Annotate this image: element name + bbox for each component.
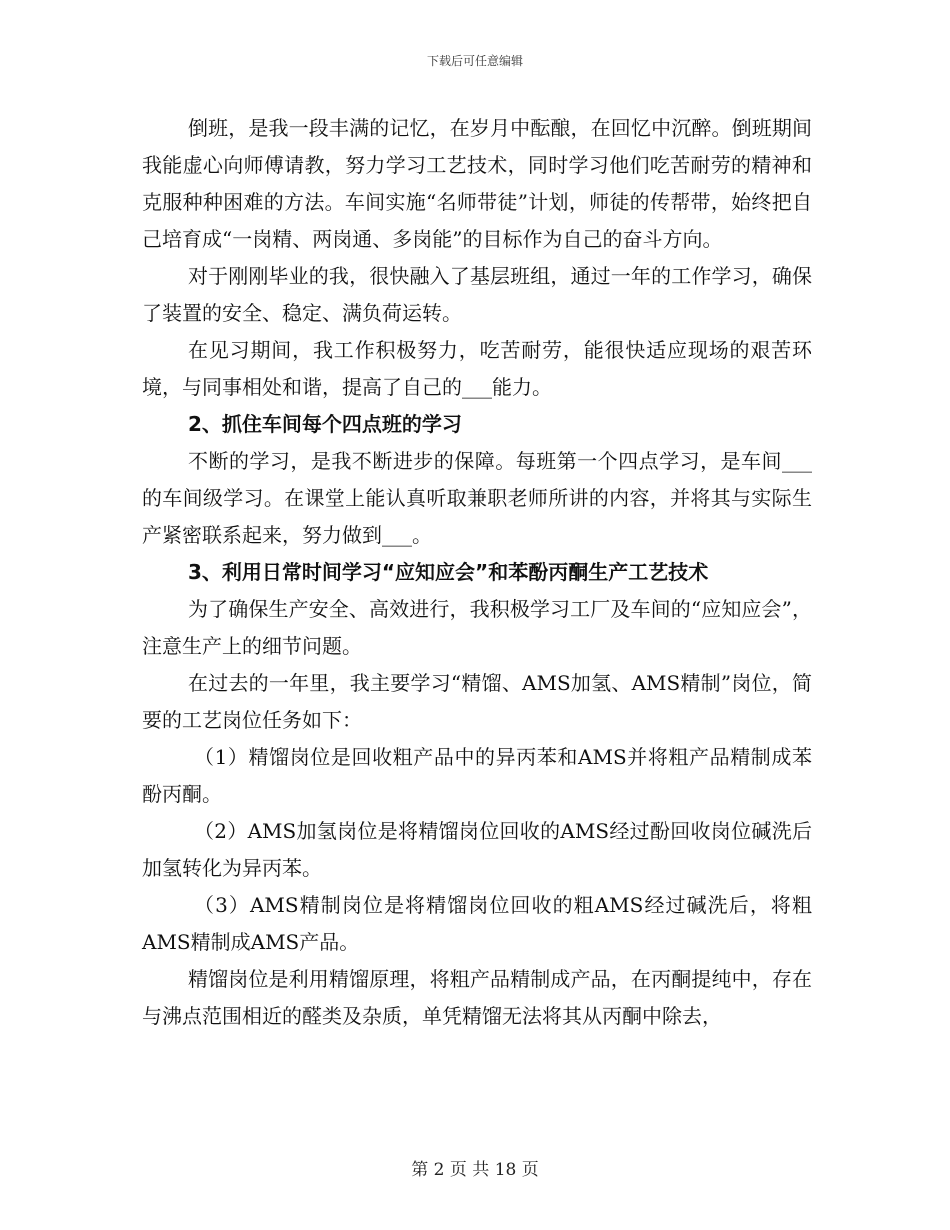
page-footer: 第 2 页 共 18 页 — [411, 1160, 539, 1180]
section-heading: 2、抓住车间每个四点班的学习 — [188, 412, 462, 436]
paragraph: 不断的学习，是我不断进步的保障。每班第一个四点学习，是车间___的车间级学习。在课堂上能认真听取兼职老师所讲的内容，并将其与实际生产紧密联系起来，努力做到___。 — [142, 449, 812, 547]
paragraph: 倒班，是我一段丰满的记忆，在岁月中酝酿，在回忆中沉醉。倒班期间我能虚心向师傅请教，努力学习工艺技术，同时学习他们吃苦耐劳的精神和克服种种困难的方法。车间实施“名师带徒”计划，师徒的传帮带，始终把自己培育成“一岗精、两岗通、多岗能”的目标作为自己的奋斗方向。 — [142, 116, 812, 251]
paragraph: 在过去的一年里，我主要学习“精馏、AMS加氢、AMS精制”岗位，简要的工艺岗位任务如下： — [142, 671, 812, 732]
list-item: （1）精馏岗位是回收粗产品中的异丙苯和AMS并将粗产品精制成苯酚丙酮。 — [142, 745, 812, 806]
section-heading: 3、利用日常时间学习“应知应会”和苯酚丙酮生产工艺技术 — [188, 560, 709, 584]
paragraph: 为了确保生产安全、高效进行，我积极学习工厂及车间的“应知应会”，注意生产上的细节问题。 — [142, 597, 812, 658]
paragraph: 对于刚刚毕业的我，很快融入了基层班组，通过一年的工作学习，确保了装置的安全、稳定、满负荷运转。 — [142, 264, 812, 325]
list-item: （2）AMS加氢岗位是将精馏岗位回收的AMS经过酚回收岗位碱洗后加氢转化为异丙苯。 — [142, 819, 812, 880]
page-header: 下载后可任意编辑 — [426, 54, 523, 68]
list-item: （3）AMS精制岗位是将精馏岗位回收的粗AMS经过碱洗后，将粗AMS精制成AMS产品。 — [142, 893, 812, 954]
document-body — [142, 110, 812, 1035]
paragraph: 精馏岗位是利用精馏原理，将粗产品精制成产品，在丙酮提纯中，存在与沸点范围相近的醛类及杂质，单凭精馏无法将其从丙酮中除去， — [142, 967, 812, 1028]
paragraph: 在见习期间，我工作积极努力，吃苦耐劳，能很快适应现场的艰苦环境，与同事相处和谐，提高了自己的___能力。 — [142, 338, 812, 399]
